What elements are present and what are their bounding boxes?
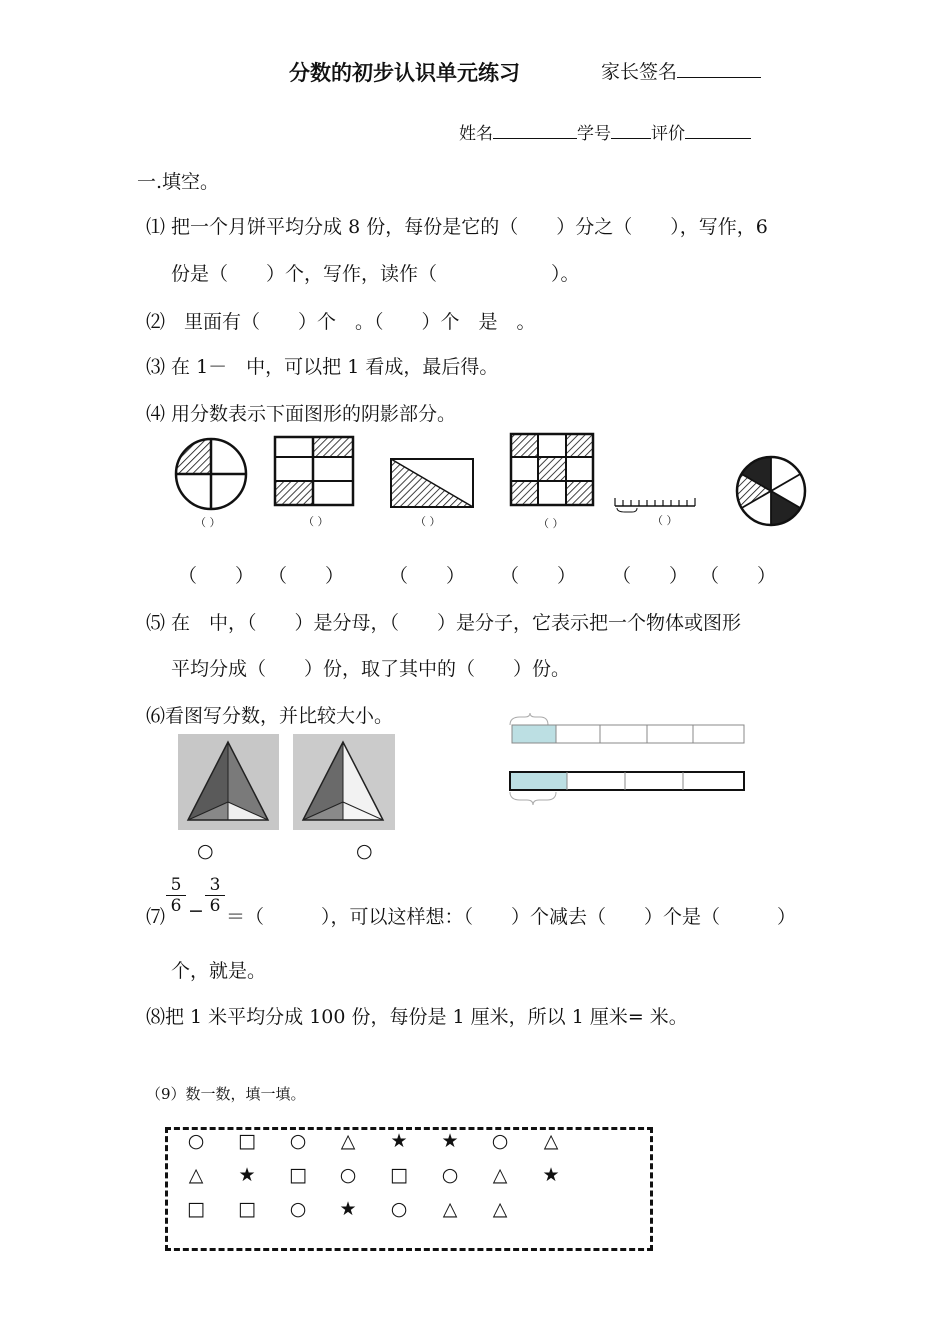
parent-signature-blank[interactable] <box>677 59 761 78</box>
triangle-figures <box>176 732 398 834</box>
shape-symbol: □ <box>289 1164 307 1186</box>
question-9: （9）数一数，填一填。 <box>146 1085 306 1103</box>
figure-circle-quarters <box>176 439 246 509</box>
figure-grid-nine <box>511 434 593 505</box>
shape-symbol: △ <box>340 1130 356 1152</box>
question-2: ⑵ 里面有（ ）个 。（ ）个 是 。 <box>146 311 536 333</box>
shape-symbol: △ <box>492 1164 508 1186</box>
shape-symbol: ★ <box>390 1130 408 1152</box>
bar-figure-bottom <box>510 772 744 805</box>
figure-label-4: （ ） <box>538 517 564 530</box>
shape-symbol: ○ <box>289 1130 307 1152</box>
shape-symbol: △ <box>492 1198 508 1220</box>
figure-ruler <box>615 498 695 512</box>
figure-label-3: （ ） <box>415 515 441 528</box>
shape-symbol: ○ <box>187 1130 205 1152</box>
question-8: ⑻把 1 米平均分成 100 份，每份是 1 厘米，所以 1 厘米= 米。 <box>146 1006 688 1028</box>
figure-circle-sixths <box>737 457 805 525</box>
answer-blank-1[interactable]: （ ） <box>178 565 255 587</box>
bar-figures <box>505 712 750 812</box>
shape-symbol: △ <box>543 1130 559 1152</box>
question-1-line-1: ⑴ 把一个月饼平均分成 8 份，每份是它的（ ）分之（ ），写作，6 <box>146 216 768 238</box>
answer-blank-5[interactable]: （ ） <box>612 565 689 587</box>
shape-symbol: □ <box>187 1198 205 1220</box>
question-3: ⑶ 在 1－ 中，可以把 1 看成，最后得。 <box>146 356 499 378</box>
triangle-figure-2 <box>293 734 395 830</box>
number-blank[interactable] <box>611 120 651 139</box>
question-6: ⑹看图写分数，并比较大小。 <box>146 705 394 727</box>
shape-symbol: ○ <box>390 1198 408 1220</box>
question-4: ⑷ 用分数表示下面图形的阴影部分。 <box>146 403 457 425</box>
fraction-a <box>166 875 186 916</box>
shape-symbol: ○ <box>339 1164 357 1186</box>
shape-symbol: ○ <box>491 1130 509 1152</box>
student-info <box>459 119 751 144</box>
parent-signature <box>601 57 761 84</box>
compare-circle-1[interactable]: ○ <box>197 840 214 862</box>
section-heading: 一.填空。 <box>137 171 220 193</box>
shape-count-box <box>165 1127 653 1251</box>
page-title: 分数的初步认识单元练习 <box>289 60 520 85</box>
fraction-a-denominator: 6 <box>166 895 186 916</box>
fraction-b-numerator: 3 <box>209 875 221 895</box>
bar-figure-top <box>510 713 744 743</box>
name-blank[interactable] <box>493 120 577 139</box>
question-5-line-1: ⑸ 在 中，（ ）是分母，（ ）是分子，它表示把一个物体或图形 <box>146 612 742 634</box>
figure-rect-six <box>275 437 353 505</box>
answer-blank-4[interactable]: （ ） <box>500 565 577 587</box>
triangle-figure-1 <box>178 734 279 830</box>
question-5-line-2: 平均分成（ ）份，取了其中的（ ）份。 <box>171 658 571 680</box>
answer-blank-6[interactable]: （ ） <box>700 565 777 587</box>
eval-label: 评价 <box>651 124 685 144</box>
parent-signature-label: 家长签名 <box>601 61 678 83</box>
shape-symbol: ★ <box>238 1164 256 1186</box>
figure-label-5: （ ） <box>652 514 678 527</box>
question-7-line-1: ＝（ ），可以这样想：（ ）个减去（ ）个是（ ） <box>226 906 797 928</box>
shape-symbol: ★ <box>339 1198 357 1220</box>
shape-symbol: ★ <box>542 1164 560 1186</box>
shape-symbol: □ <box>390 1164 408 1186</box>
answer-blank-3[interactable]: （ ） <box>389 565 466 587</box>
answer-blank-2[interactable]: （ ） <box>268 565 345 587</box>
figure-rect-triangle <box>391 459 473 507</box>
shape-symbol: △ <box>188 1164 204 1186</box>
minus-sign: − <box>188 900 204 922</box>
compare-circle-2[interactable]: ○ <box>356 840 373 862</box>
shape-symbol: ★ <box>441 1130 459 1152</box>
shape-symbol: ○ <box>289 1198 307 1220</box>
question-1-line-2: 份是（ ）个，写作，读作（ ）。 <box>171 263 580 285</box>
figure-label-2: （ ） <box>303 515 329 528</box>
fraction-b-denominator: 6 <box>205 895 225 916</box>
fraction-b <box>205 875 225 916</box>
question-7-line-2: 个，就是。 <box>171 960 267 982</box>
shape-symbol: △ <box>442 1198 458 1220</box>
figure-label-1: （ ） <box>195 516 221 529</box>
number-label: 学号 <box>577 124 611 144</box>
name-label: 姓名 <box>459 124 493 144</box>
shape-symbol: □ <box>238 1130 256 1152</box>
fraction-a-numerator: 5 <box>170 875 182 895</box>
eval-blank[interactable] <box>685 120 751 139</box>
shape-symbol: □ <box>238 1198 256 1220</box>
shaded-figures <box>160 428 820 533</box>
question-7-prefix: ⑺ <box>146 906 166 928</box>
shape-symbol: ○ <box>441 1164 459 1186</box>
